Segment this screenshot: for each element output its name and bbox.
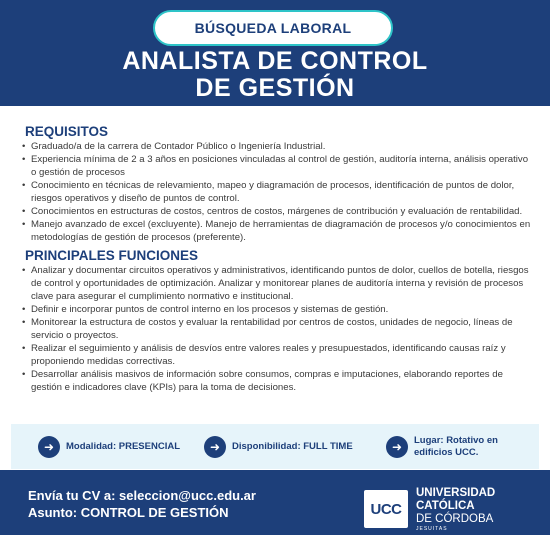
list-item: • Realizar el seguimiento y análisis de desvíos entre valores reales y presupuestados, identificando causas raíz y proponiendo medidas correctivas.: [22, 342, 534, 368]
arrow-right-circle-icon: ➜: [386, 436, 408, 458]
lugar-line-1: Lugar: Rotativo en: [414, 434, 498, 446]
university-line-2: CATÓLICA: [416, 500, 475, 512]
job-search-badge: BÚSQUEDA LABORAL: [153, 10, 393, 46]
university-line-1: UNIVERSIDAD: [416, 487, 496, 499]
list-item: • Desarrollar análisis masivos de información sobre consumos, compras e imputaciones, elaborando reportes de gestión e indicadores clave (KPIs) para la toma de decisiones.: [22, 368, 534, 394]
list-item: • Analizar y documentar circuitos operativos y administrativos, identificando puntos de dolor, cuellos de botella, riesgos de control y oportunidades de optimización. Analizar y monitorear planes de auditoría interna y revisión de procesos clave para asegurar el cumplimiento normativo e institucional.: [22, 264, 534, 303]
lugar-line-2: edificios UCC.: [414, 446, 479, 458]
university-name: [416, 487, 495, 533]
list-item: • Conocimientos en estructuras de costos, centros de costos, márgenes de contribución y evaluación de rentabilidad.: [22, 205, 534, 218]
list-item: • Experiencia mínima de 2 a 3 años en posiciones vinculadas al control de gestión, auditoría interna, análisis operativo o gestión de procesos: [22, 153, 534, 179]
info-modalidad: [38, 436, 180, 458]
requisitos-heading: REQUISITOS: [25, 124, 109, 139]
list-item: • Definir e incorporar puntos de control interno en los procesos y sistemas de gestión.: [22, 303, 534, 316]
info-bar: [11, 424, 539, 469]
university-line-3: DE CÓRDOBA: [416, 513, 494, 525]
funciones-heading: PRINCIPALES FUNCIONES: [25, 248, 199, 263]
info-lugar: [386, 435, 498, 459]
footer: [0, 470, 550, 535]
job-title-line-2: DE GESTIÓN: [195, 74, 355, 102]
ucc-logo-icon: UCC: [364, 490, 408, 528]
arrow-right-circle-icon: ➜: [38, 436, 60, 458]
footer-contact: [28, 487, 256, 521]
job-title-line-1: ANALISTA DE CONTROL: [122, 47, 428, 75]
arrow-right-circle-icon: ➜: [204, 436, 226, 458]
header-banner: [0, 0, 550, 106]
lugar-text: [414, 435, 498, 459]
funciones-list: [22, 264, 534, 394]
job-title: [0, 48, 550, 102]
list-item: • Monitorear la estructura de costos y evaluar la rentabilidad por centros de costos, unidades de negocio, líneas de servicio o proyectos.: [22, 316, 534, 342]
list-item: • Graduado/a de la carrera de Contador Público o Ingeniería Industrial.: [22, 140, 534, 153]
cv-email-line[interactable]: Envía tu CV a: seleccion@ucc.edu.ar: [28, 488, 256, 503]
disponibilidad-text: Disponibilidad: FULL TIME: [232, 440, 353, 452]
requisitos-list: [22, 140, 534, 244]
list-item: • Conocimiento en técnicas de relevamiento, mapeo y diagramación de procesos, identificación de puntos de dolor, riesgos operativos y diseño de puntos de control.: [22, 179, 534, 205]
list-item: • Manejo avanzado de excel (excluyente). Manejo de herramientas de diagramación de procesos y/o conocimientos en metodologías de gestión de procesos (preferente).: [22, 218, 534, 244]
university-line-4: JESUITAS: [416, 526, 448, 532]
modalidad-text: Modalidad: PRESENCIAL: [66, 440, 181, 452]
asunto-line: Asunto: CONTROL DE GESTIÓN: [28, 505, 229, 520]
main-content: [22, 124, 534, 394]
info-disponibilidad: [204, 436, 353, 458]
